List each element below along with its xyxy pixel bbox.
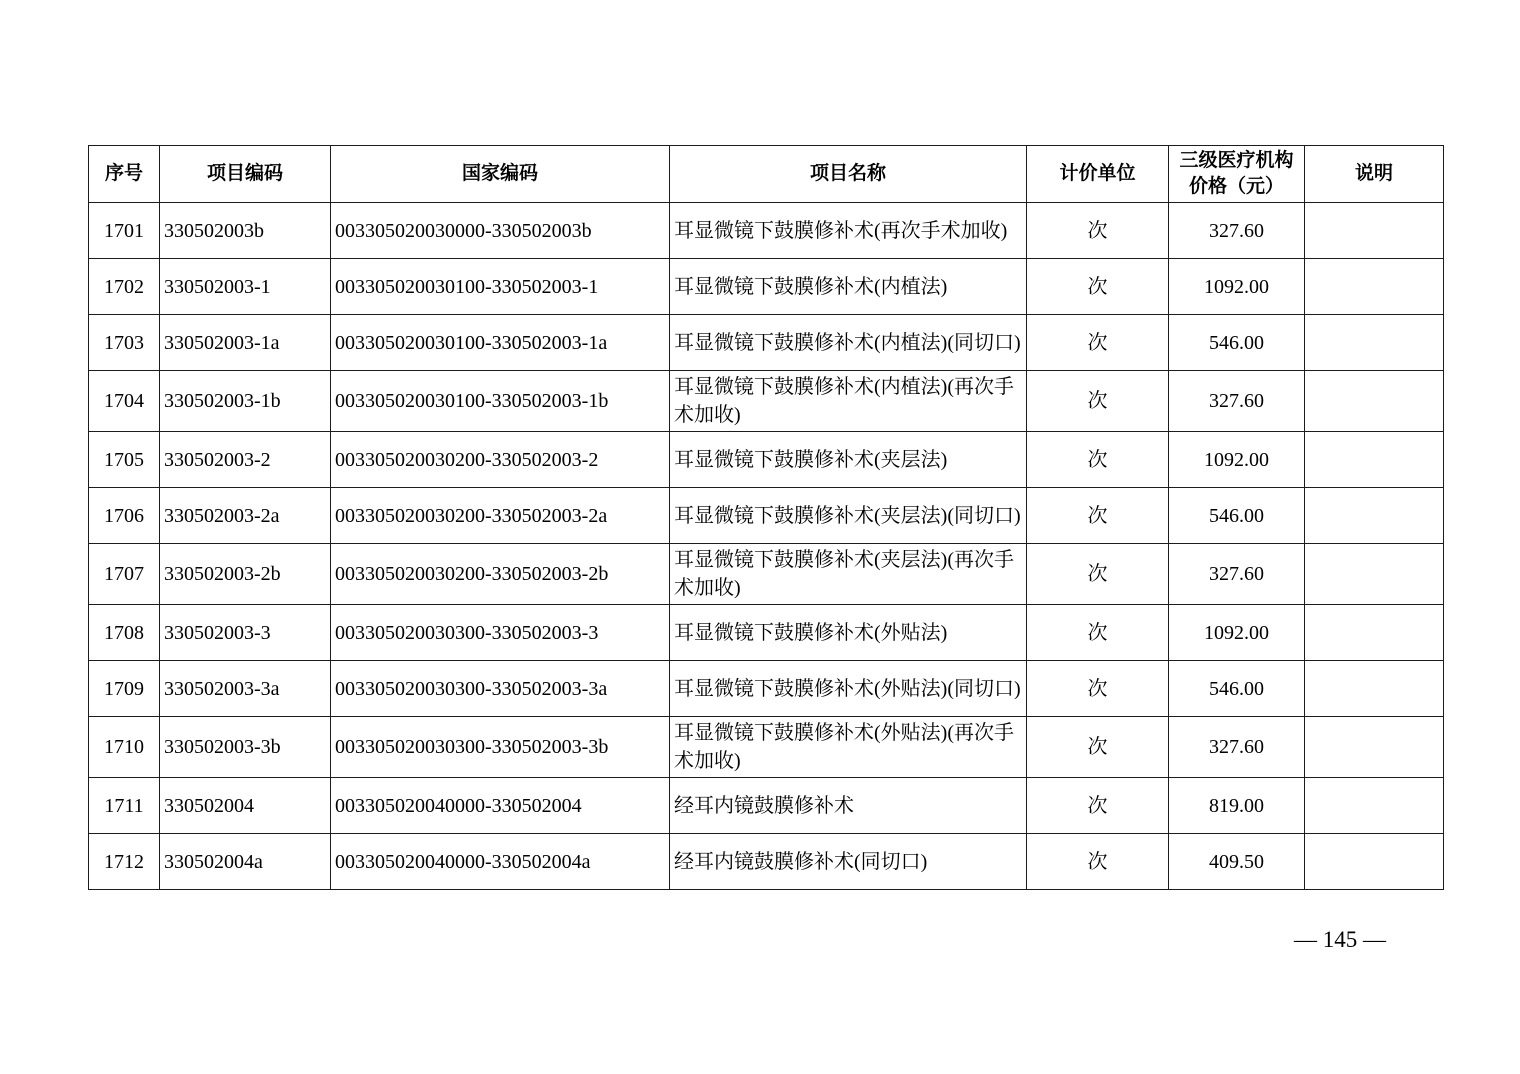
cell-item-name: 耳显微镜下鼓膜修补术(夹层法)(再次手术加收) <box>670 544 1027 605</box>
cell-item-code: 330502003-1a <box>160 315 331 371</box>
cell-item-name: 耳显微镜下鼓膜修补术(内植法)(再次手术加收) <box>670 371 1027 432</box>
cell-note <box>1305 778 1444 834</box>
table-row <box>89 259 1444 315</box>
cell-note <box>1305 717 1444 778</box>
cell-item-code: 330502003-1b <box>160 371 331 432</box>
cell-national-code: 003305020040000-330502004 <box>331 778 670 834</box>
cell-national-code: 003305020030100-330502003-1b <box>331 371 670 432</box>
cell-note <box>1305 259 1444 315</box>
cell-national-code: 003305020030300-330502003-3a <box>331 661 670 717</box>
column-header-unit: 计价单位 <box>1027 146 1169 203</box>
cell-national-code: 003305020030200-330502003-2 <box>331 432 670 488</box>
cell-seq: 1709 <box>89 661 160 717</box>
cell-price: 546.00 <box>1169 661 1305 717</box>
cell-seq: 1702 <box>89 259 160 315</box>
cell-item-name: 耳显微镜下鼓膜修补术(外贴法)(同切口) <box>670 661 1027 717</box>
table-row <box>89 661 1444 717</box>
table-row <box>89 315 1444 371</box>
page-number: — 145 — <box>1294 927 1386 952</box>
cell-national-code: 003305020030200-330502003-2b <box>331 544 670 605</box>
cell-note <box>1305 605 1444 661</box>
cell-note <box>1305 432 1444 488</box>
cell-item-name: 耳显微镜下鼓膜修补术(夹层法)(同切口) <box>670 488 1027 544</box>
column-header-seq: 序号 <box>89 146 160 203</box>
cell-national-code: 003305020030000-330502003b <box>331 203 670 259</box>
cell-seq: 1710 <box>89 717 160 778</box>
cell-price: 546.00 <box>1169 488 1305 544</box>
cell-price: 819.00 <box>1169 778 1305 834</box>
cell-price: 327.60 <box>1169 203 1305 259</box>
cell-item-name: 耳显微镜下鼓膜修补术(内植法)(同切口) <box>670 315 1027 371</box>
price-table <box>88 145 1444 890</box>
cell-price: 327.60 <box>1169 371 1305 432</box>
cell-item-name: 耳显微镜下鼓膜修补术(再次手术加收) <box>670 203 1027 259</box>
cell-seq: 1711 <box>89 778 160 834</box>
cell-item-name: 耳显微镜下鼓膜修补术(外贴法)(再次手术加收) <box>670 717 1027 778</box>
cell-seq: 1703 <box>89 315 160 371</box>
column-header-item-name: 项目名称 <box>670 146 1027 203</box>
cell-item-name: 耳显微镜下鼓膜修补术(夹层法) <box>670 432 1027 488</box>
cell-unit: 次 <box>1027 834 1169 890</box>
column-header-note: 说明 <box>1305 146 1444 203</box>
cell-seq: 1706 <box>89 488 160 544</box>
column-header-item-code: 项目编码 <box>160 146 331 203</box>
cell-seq: 1707 <box>89 544 160 605</box>
cell-unit: 次 <box>1027 544 1169 605</box>
cell-item-name: 经耳内镜鼓膜修补术 <box>670 778 1027 834</box>
cell-seq: 1705 <box>89 432 160 488</box>
cell-note <box>1305 544 1444 605</box>
table-row <box>89 834 1444 890</box>
cell-national-code: 003305020030300-330502003-3 <box>331 605 670 661</box>
cell-seq: 1712 <box>89 834 160 890</box>
cell-unit: 次 <box>1027 259 1169 315</box>
cell-item-code: 330502004 <box>160 778 331 834</box>
cell-seq: 1708 <box>89 605 160 661</box>
cell-price: 546.00 <box>1169 315 1305 371</box>
cell-national-code: 003305020030100-330502003-1a <box>331 315 670 371</box>
cell-note <box>1305 661 1444 717</box>
table-row <box>89 371 1444 432</box>
cell-unit: 次 <box>1027 778 1169 834</box>
cell-seq: 1701 <box>89 203 160 259</box>
table-row <box>89 605 1444 661</box>
cell-price: 327.60 <box>1169 544 1305 605</box>
cell-item-code: 330502003-1 <box>160 259 331 315</box>
table-row <box>89 778 1444 834</box>
cell-national-code: 003305020030200-330502003-2a <box>331 488 670 544</box>
cell-note <box>1305 203 1444 259</box>
cell-item-code: 330502004a <box>160 834 331 890</box>
cell-national-code: 003305020040000-330502004a <box>331 834 670 890</box>
cell-item-code: 330502003-3 <box>160 605 331 661</box>
cell-unit: 次 <box>1027 605 1169 661</box>
cell-item-name: 耳显微镜下鼓膜修补术(内植法) <box>670 259 1027 315</box>
cell-unit: 次 <box>1027 488 1169 544</box>
cell-unit: 次 <box>1027 717 1169 778</box>
table-row <box>89 488 1444 544</box>
column-header-national-code: 国家编码 <box>331 146 670 203</box>
column-header-price: 三级医疗机构价格（元） <box>1169 146 1305 203</box>
cell-price: 327.60 <box>1169 717 1305 778</box>
table-row <box>89 432 1444 488</box>
cell-national-code: 003305020030300-330502003-3b <box>331 717 670 778</box>
cell-item-name: 耳显微镜下鼓膜修补术(外贴法) <box>670 605 1027 661</box>
cell-item-code: 330502003-2 <box>160 432 331 488</box>
cell-unit: 次 <box>1027 203 1169 259</box>
cell-price: 1092.00 <box>1169 432 1305 488</box>
cell-note <box>1305 371 1444 432</box>
cell-price: 1092.00 <box>1169 259 1305 315</box>
cell-price: 409.50 <box>1169 834 1305 890</box>
cell-unit: 次 <box>1027 432 1169 488</box>
cell-item-code: 330502003b <box>160 203 331 259</box>
cell-item-code: 330502003-3a <box>160 661 331 717</box>
cell-unit: 次 <box>1027 371 1169 432</box>
cell-unit: 次 <box>1027 661 1169 717</box>
cell-national-code: 003305020030100-330502003-1 <box>331 259 670 315</box>
cell-item-code: 330502003-2a <box>160 488 331 544</box>
cell-note <box>1305 488 1444 544</box>
cell-price: 1092.00 <box>1169 605 1305 661</box>
table-row <box>89 717 1444 778</box>
cell-unit: 次 <box>1027 315 1169 371</box>
cell-item-code: 330502003-2b <box>160 544 331 605</box>
cell-item-name: 经耳内镜鼓膜修补术(同切口) <box>670 834 1027 890</box>
table-row <box>89 544 1444 605</box>
cell-note <box>1305 834 1444 890</box>
table-header-row <box>89 146 1444 203</box>
cell-seq: 1704 <box>89 371 160 432</box>
cell-note <box>1305 315 1444 371</box>
table-row <box>89 203 1444 259</box>
cell-item-code: 330502003-3b <box>160 717 331 778</box>
